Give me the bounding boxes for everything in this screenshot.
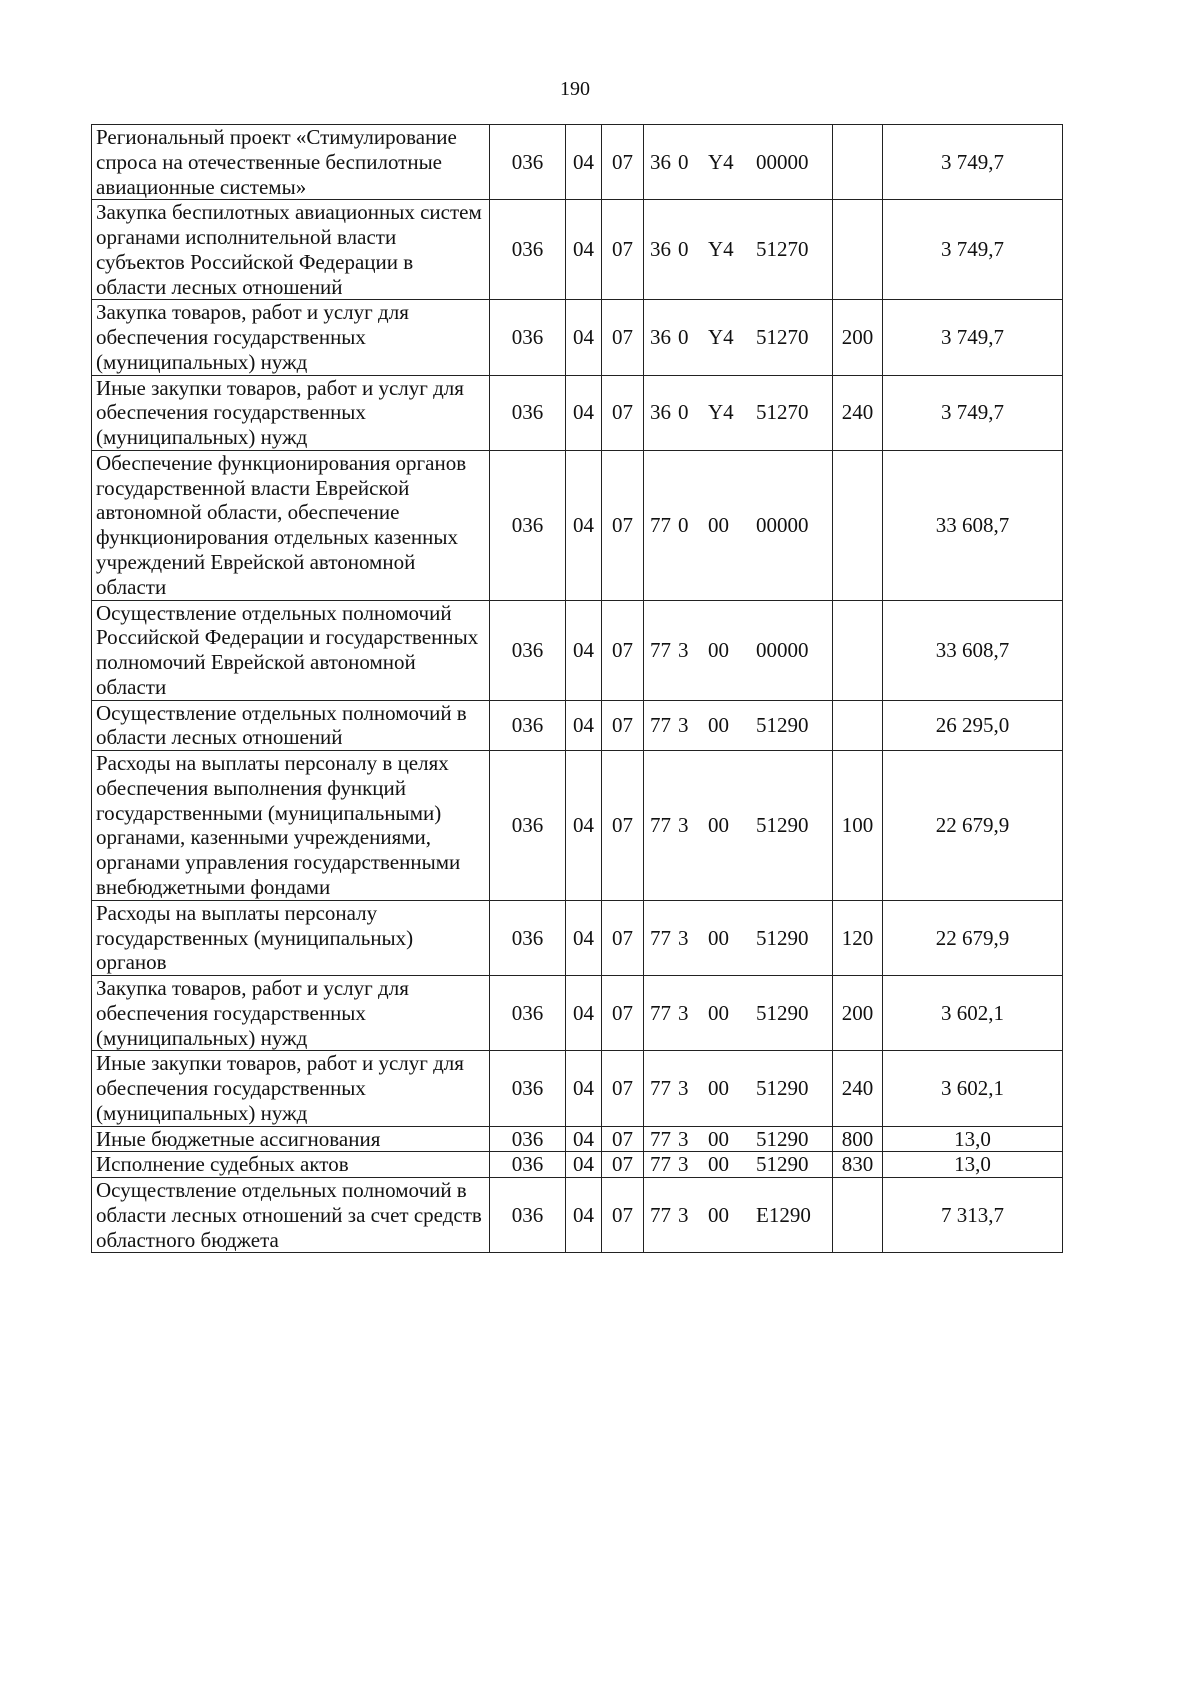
target-article-code-cell <box>644 751 833 901</box>
budget-table <box>91 124 1063 1253</box>
section-code-cell: 04 <box>566 1152 602 1178</box>
subsection-code-cell: 07 <box>602 600 644 700</box>
target-article-code-cell <box>644 900 833 975</box>
target-article-part: 3 <box>678 1126 689 1151</box>
target-article-part: 00 <box>708 712 729 737</box>
subsection-code-cell: 07 <box>602 1178 644 1253</box>
subsection-code-cell: 07 <box>602 1152 644 1178</box>
expense-name-cell: Осуществление отдельных полномочий в области лесных отношений <box>92 700 490 751</box>
expense-name-cell: Иные закупки товаров, работ и услуг для обеспечения государственных (муниципальных) нужд <box>92 1051 490 1126</box>
target-article-part: 36 <box>650 325 671 350</box>
grbs-code-cell: 036 <box>490 976 566 1051</box>
amount-cell: 3 749,7 <box>883 300 1063 375</box>
target-article-part: 3 <box>678 1000 689 1025</box>
target-article-part: 0 <box>678 237 689 262</box>
target-article-part: 77 <box>650 512 671 537</box>
target-article-part: 77 <box>650 1126 671 1151</box>
target-article-part: 00000 <box>756 637 809 662</box>
expense-type-code-cell <box>833 600 883 700</box>
section-code-cell: 04 <box>566 125 602 200</box>
target-article-part: 00 <box>708 1000 729 1025</box>
grbs-code-cell: 036 <box>490 300 566 375</box>
target-article-part: 77 <box>650 1076 671 1101</box>
table-row <box>92 200 1063 300</box>
target-article-code-cell <box>644 450 833 600</box>
amount-cell: 13,0 <box>883 1152 1063 1178</box>
subsection-code-cell: 07 <box>602 300 644 375</box>
target-article-part: 00 <box>708 1202 729 1227</box>
section-code-cell: 04 <box>566 751 602 901</box>
expense-type-code-cell <box>833 200 883 300</box>
target-article-part: 51270 <box>756 400 809 425</box>
target-article-part: 77 <box>650 1152 671 1177</box>
grbs-code-cell: 036 <box>490 751 566 901</box>
target-article-part: 51290 <box>756 813 809 838</box>
expense-name-cell: Региональный проект «Стимулирование спроса на отечественные беспилотные авиационные системы» <box>92 125 490 200</box>
amount-cell: 3 602,1 <box>883 1051 1063 1126</box>
section-code-cell: 04 <box>566 976 602 1051</box>
table-row <box>92 125 1063 200</box>
target-article-part: 36 <box>650 149 671 174</box>
expense-type-code-cell: 240 <box>833 375 883 450</box>
table-row <box>92 375 1063 450</box>
target-article-part: 51290 <box>756 1126 809 1151</box>
expense-type-code-cell: 200 <box>833 976 883 1051</box>
amount-cell: 26 295,0 <box>883 700 1063 751</box>
subsection-code-cell: 07 <box>602 450 644 600</box>
grbs-code-cell: 036 <box>490 1178 566 1253</box>
expense-type-code-cell <box>833 1178 883 1253</box>
subsection-code-cell: 07 <box>602 900 644 975</box>
subsection-code-cell: 07 <box>602 1126 644 1152</box>
target-article-part: 36 <box>650 237 671 262</box>
expense-name-cell: Расходы на выплаты персоналу государственных (муниципальных) органов <box>92 900 490 975</box>
target-article-code-cell <box>644 1126 833 1152</box>
target-article-code-cell <box>644 200 833 300</box>
expense-name-cell: Обеспечение функционирования органов государственной власти Еврейской автономной области, обеспечение функционирования отдельных казенных учреждений Еврейской автономной области <box>92 450 490 600</box>
target-article-part: 00000 <box>756 149 809 174</box>
table-row <box>92 450 1063 600</box>
target-article-part: 51270 <box>756 325 809 350</box>
expense-type-code-cell <box>833 700 883 751</box>
grbs-code-cell: 036 <box>490 375 566 450</box>
target-article-part: 00000 <box>756 512 809 537</box>
amount-cell: 22 679,9 <box>883 751 1063 901</box>
target-article-part: 77 <box>650 637 671 662</box>
amount-cell: 33 608,7 <box>883 600 1063 700</box>
section-code-cell: 04 <box>566 450 602 600</box>
table-row <box>92 600 1063 700</box>
table-row <box>92 1178 1063 1253</box>
section-code-cell: 04 <box>566 300 602 375</box>
expense-type-code-cell <box>833 125 883 200</box>
budget-table-body <box>92 125 1063 1253</box>
target-article-code-cell <box>644 125 833 200</box>
target-article-part: 3 <box>678 1202 689 1227</box>
expense-name-cell: Расходы на выплаты персоналу в целях обеспечения выполнения функций государственными (муниципальными) органами, казенными учреждениями, органами управления государственными внебюджетными фондами <box>92 751 490 901</box>
target-article-part: 00 <box>708 637 729 662</box>
target-article-part: 3 <box>678 1152 689 1177</box>
subsection-code-cell: 07 <box>602 1051 644 1126</box>
subsection-code-cell: 07 <box>602 976 644 1051</box>
expense-type-code-cell <box>833 450 883 600</box>
expense-type-code-cell: 240 <box>833 1051 883 1126</box>
target-article-part: 77 <box>650 925 671 950</box>
target-article-part: 00 <box>708 925 729 950</box>
amount-cell: 3 749,7 <box>883 200 1063 300</box>
section-code-cell: 04 <box>566 200 602 300</box>
table-row <box>92 1152 1063 1178</box>
grbs-code-cell: 036 <box>490 1152 566 1178</box>
target-article-part: Y4 <box>708 325 734 350</box>
target-article-part: 3 <box>678 1076 689 1101</box>
target-article-part: 0 <box>678 400 689 425</box>
table-row <box>92 700 1063 751</box>
target-article-part: 00 <box>708 1152 729 1177</box>
target-article-part: 0 <box>678 149 689 174</box>
subsection-code-cell: 07 <box>602 700 644 751</box>
amount-cell: 3 749,7 <box>883 125 1063 200</box>
section-code-cell: 04 <box>566 600 602 700</box>
grbs-code-cell: 036 <box>490 1126 566 1152</box>
section-code-cell: 04 <box>566 375 602 450</box>
expense-name-cell: Закупка беспилотных авиационных систем органами исполнительной власти субъектов Российской Федерации в области лесных отношений <box>92 200 490 300</box>
target-article-part: 77 <box>650 813 671 838</box>
target-article-code-cell <box>644 300 833 375</box>
grbs-code-cell: 036 <box>490 900 566 975</box>
grbs-code-cell: 036 <box>490 125 566 200</box>
target-article-part: Y4 <box>708 149 734 174</box>
expense-name-cell: Осуществление отдельных полномочий Российской Федерации и государственных полномочий Еврейской автономной области <box>92 600 490 700</box>
table-row <box>92 1126 1063 1152</box>
target-article-part: 00 <box>708 1076 729 1101</box>
expense-type-code-cell: 100 <box>833 751 883 901</box>
target-article-part: 51290 <box>756 1152 809 1177</box>
target-article-code-cell <box>644 700 833 751</box>
target-article-part: 00 <box>708 813 729 838</box>
subsection-code-cell: 07 <box>602 200 644 300</box>
expense-name-cell: Закупка товаров, работ и услуг для обеспечения государственных (муниципальных) нужд <box>92 300 490 375</box>
expense-type-code-cell: 120 <box>833 900 883 975</box>
target-article-part: 77 <box>650 712 671 737</box>
expense-name-cell: Осуществление отдельных полномочий в области лесных отношений за счет средств областного бюджета <box>92 1178 490 1253</box>
section-code-cell: 04 <box>566 1051 602 1126</box>
target-article-part: 51290 <box>756 925 809 950</box>
expense-name-cell: Иные бюджетные ассигнования <box>92 1126 490 1152</box>
table-row <box>92 300 1063 375</box>
subsection-code-cell: 07 <box>602 751 644 901</box>
table-row <box>92 751 1063 901</box>
target-article-part: 0 <box>678 512 689 537</box>
section-code-cell: 04 <box>566 900 602 975</box>
target-article-part: Y4 <box>708 400 734 425</box>
grbs-code-cell: 036 <box>490 200 566 300</box>
target-article-part: 3 <box>678 637 689 662</box>
grbs-code-cell: 036 <box>490 450 566 600</box>
table-row <box>92 976 1063 1051</box>
section-code-cell: 04 <box>566 1126 602 1152</box>
amount-cell: 7 313,7 <box>883 1178 1063 1253</box>
subsection-code-cell: 07 <box>602 375 644 450</box>
target-article-part: 0 <box>678 325 689 350</box>
target-article-part: 77 <box>650 1202 671 1227</box>
target-article-part: 51290 <box>756 712 809 737</box>
amount-cell: 22 679,9 <box>883 900 1063 975</box>
target-article-code-cell <box>644 1152 833 1178</box>
target-article-code-cell <box>644 1051 833 1126</box>
amount-cell: 13,0 <box>883 1126 1063 1152</box>
section-code-cell: 04 <box>566 700 602 751</box>
expense-name-cell: Исполнение судебных актов <box>92 1152 490 1178</box>
expense-name-cell: Иные закупки товаров, работ и услуг для обеспечения государственных (муниципальных) нужд <box>92 375 490 450</box>
subsection-code-cell: 07 <box>602 125 644 200</box>
expense-type-code-cell: 800 <box>833 1126 883 1152</box>
target-article-part: 51270 <box>756 237 809 262</box>
target-article-code-cell <box>644 976 833 1051</box>
target-article-part: 00 <box>708 512 729 537</box>
grbs-code-cell: 036 <box>490 1051 566 1126</box>
table-row <box>92 900 1063 975</box>
target-article-part: 3 <box>678 813 689 838</box>
expense-type-code-cell: 830 <box>833 1152 883 1178</box>
grbs-code-cell: 036 <box>490 600 566 700</box>
amount-cell: 3 749,7 <box>883 375 1063 450</box>
page-number: 190 <box>560 78 590 100</box>
target-article-part: 36 <box>650 400 671 425</box>
table-row <box>92 1051 1063 1126</box>
target-article-code-cell <box>644 600 833 700</box>
target-article-part: E1290 <box>756 1202 811 1227</box>
section-code-cell: 04 <box>566 1178 602 1253</box>
target-article-code-cell <box>644 375 833 450</box>
target-article-part: 51290 <box>756 1000 809 1025</box>
expense-type-code-cell: 200 <box>833 300 883 375</box>
target-article-part: 77 <box>650 1000 671 1025</box>
expense-name-cell: Закупка товаров, работ и услуг для обеспечения государственных (муниципальных) нужд <box>92 976 490 1051</box>
target-article-part: 51290 <box>756 1076 809 1101</box>
target-article-part: Y4 <box>708 237 734 262</box>
amount-cell: 3 602,1 <box>883 976 1063 1051</box>
amount-cell: 33 608,7 <box>883 450 1063 600</box>
target-article-part: 3 <box>678 712 689 737</box>
target-article-part: 3 <box>678 925 689 950</box>
target-article-code-cell <box>644 1178 833 1253</box>
grbs-code-cell: 036 <box>490 700 566 751</box>
target-article-part: 00 <box>708 1126 729 1151</box>
